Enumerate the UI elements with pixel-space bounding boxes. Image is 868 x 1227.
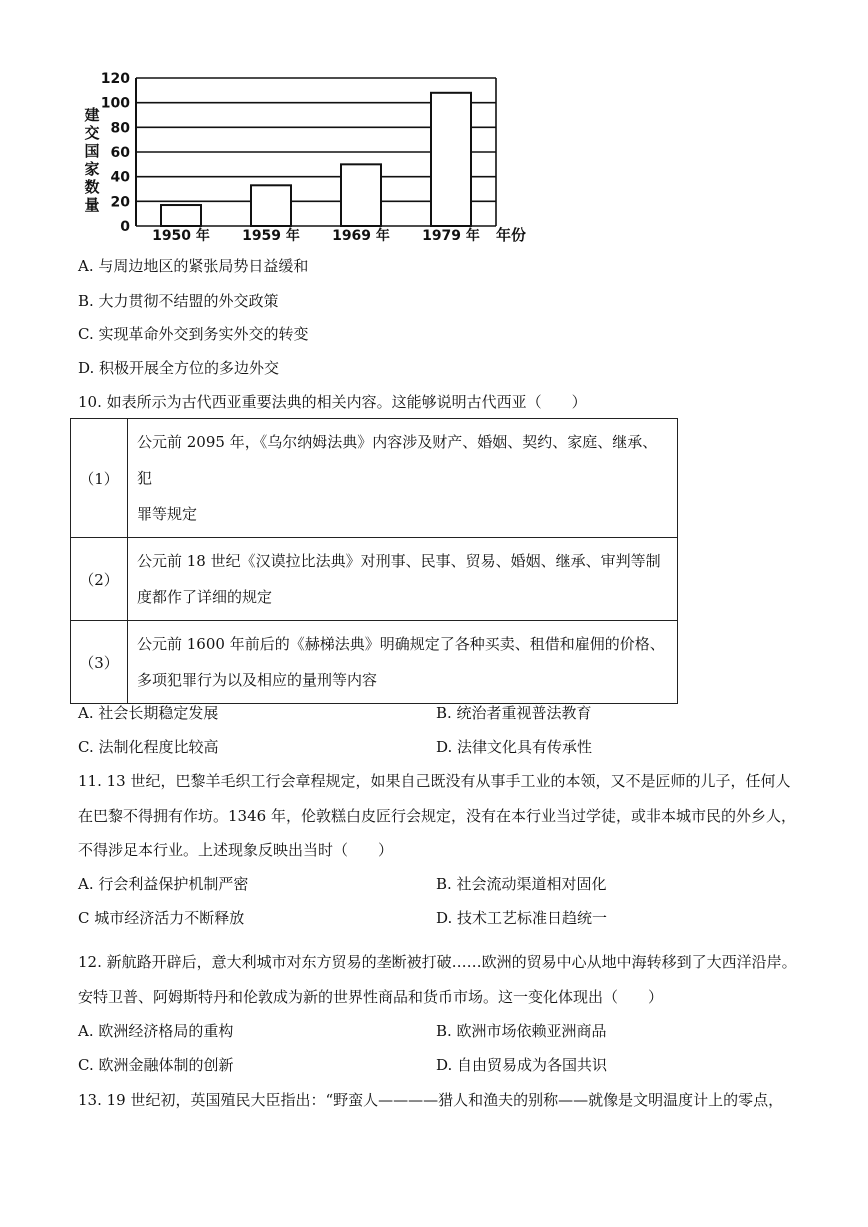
row-line: 公元前 2095 年，《乌尔纳姆法典》内容涉及财产、婚姻、契约、家庭、继承、犯 [137,433,658,487]
q9-option-b: B. 大力贯彻不结盟的外交政策 [78,292,279,310]
x-tick-label: 1959 年 [242,228,300,244]
y-tick-label: 80 [110,120,130,137]
x-tick-label: 1950 年 [152,228,210,244]
y-tick-labels [101,71,130,235]
x-tick-label: 1969 年 [332,228,390,244]
q11-option-a: A. 行会利益保护机制严密 [78,875,249,893]
q9-option-c: C. 实现革命外交到务实外交的转变 [78,325,309,343]
q10-option-a: A. 社会长期稳定发展 [78,704,219,722]
q10-option-b: B. 统治者重视普法教育 [436,704,592,722]
q11-stem-line1: 11. 13 世纪，巴黎羊毛织工行会章程规定，如果自己既没有从事手工业的本领，又不是匠师的儿子，任何人 [78,772,791,790]
q12-option-a: A. 欧洲经济格局的重构 [78,1022,234,1040]
row-content [128,621,678,704]
q9-option-d: D. 积极开展全方位的多边外交 [78,359,280,377]
y-tick-label: 20 [110,194,130,211]
table-row [71,538,678,621]
bar [431,93,471,226]
q13-stem-line1: 13. 19 世纪初，英国殖民大臣指出：“野蛮人————猎人和渔夫的别称——就像是文明温度计上的零点， [78,1091,784,1109]
row-content [128,538,678,621]
y-tick-label: 0 [120,219,130,235]
q12-stem-line1: 12. 新航路开辟后，意大利城市对东方贸易的垄断被打破……欧洲的贸易中心从地中海转移到了大西洋沿岸。 [78,953,797,971]
y-tick-label: 120 [100,71,130,87]
q9-option-a: A. 与周边地区的紧张局势日益缓和 [78,257,309,275]
bar [161,205,201,226]
y-axis-label-char: 交 [84,124,100,142]
q11-option-b: B. 社会流动渠道相对固化 [436,875,607,893]
row-content [128,419,678,538]
bar [251,185,291,226]
y-axis-label-char: 国 [84,142,100,160]
q11-stem-line3: 不得涉足本行业。上述现象反映出当时（ ） [78,841,394,859]
q12-stem-line2: 安特卫普、阿姆斯特丹和伦敦成为新的世界性商品和货币市场。这一变化体现出（ ） [78,988,664,1006]
row-line: 度都作了详细的规定 [137,588,273,606]
row-line: 公元前 18 世纪《汉谟拉比法典》对刑事、民事、贸易、婚姻、继承、审判等制 [137,552,661,570]
q12-option-c: C. 欧洲金融体制的创新 [78,1056,234,1074]
y-axis-label-char: 数 [84,178,100,196]
x-tick-label: 1979 年 [422,228,480,244]
y-tick-label: 60 [110,145,130,161]
y-axis-label-char: 建 [84,106,100,124]
row-index: （1） [71,419,128,538]
q11-option-c: C 城市经济活力不断释放 [78,909,245,927]
y-tick-label: 40 [110,169,130,186]
law-table [70,418,678,704]
row-line: 公元前 1600 年前后的《赫梯法典》明确规定了各种买卖、租借和雇佣的价格、 [137,635,665,653]
y-axis-label-char: 家 [84,160,100,178]
row-index: （3） [71,621,128,704]
row-line: 多项犯罪行为以及相应的量刑等内容 [137,671,378,689]
bar-chart [78,64,538,250]
q11-option-d: D. 技术工艺标准日趋统一 [436,909,608,927]
row-line: 罪等规定 [137,505,198,523]
q10-stem: 10. 如表所示为古代西亚重要法典的相关内容。这能够说明古代西亚（ ） [78,393,587,411]
y-axis-label-char: 量 [84,196,100,214]
chart-bars [161,93,471,226]
table-row [71,621,678,704]
x-axis-label: 年份 [496,226,527,244]
row-index: （2） [71,538,128,621]
q10-option-c: C. 法制化程度比较高 [78,738,219,756]
q11-stem-line2: 在巴黎不得拥有作坊。1346 年，伦敦糕白皮匠行会规定，没有在本行业当过学徒，或非本城市民的外乡人， [78,807,796,825]
q10-option-d: D. 法律文化具有传承性 [436,738,593,756]
y-axis-label [84,106,99,214]
y-tick-label: 100 [100,95,130,112]
x-tick-labels [152,227,480,244]
bar [341,164,381,226]
table-row [71,419,678,538]
q12-option-b: B. 欧洲市场依赖亚洲商品 [436,1022,607,1040]
q12-option-d: D. 自由贸易成为各国共识 [436,1056,608,1074]
